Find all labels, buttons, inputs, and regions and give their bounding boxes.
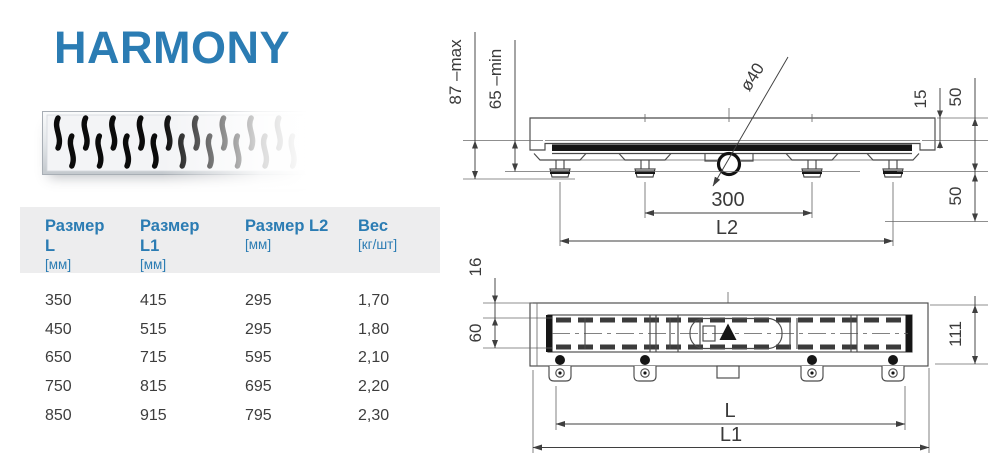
table-row	[20, 373, 440, 402]
side-view	[446, 32, 988, 246]
table-cell: 815	[140, 378, 167, 396]
table-row	[20, 273, 440, 316]
grate-slot	[126, 136, 129, 166]
grate-slot	[57, 118, 60, 148]
table-cell: 2,10	[358, 349, 390, 367]
table-cell: 515	[140, 320, 167, 338]
col-header-size-l1: Размер L1	[140, 217, 200, 255]
table-cell: 415	[140, 292, 167, 310]
grate-slot	[84, 118, 87, 148]
dim-flange-to-grate-label: 16	[466, 257, 485, 277]
grate-slot	[98, 136, 101, 166]
grate-slot	[112, 118, 115, 148]
col-unit-size-l1: [мм]	[140, 257, 167, 272]
grate-photo	[42, 111, 310, 175]
table-cell: 715	[140, 349, 167, 367]
table-cell: 915	[140, 406, 167, 424]
dim-outlet-feet-spacing-label: 300	[711, 189, 745, 211]
dim-grate-length-label: L	[724, 400, 736, 422]
table-cell: 650	[45, 349, 72, 367]
page-title: HARMONY	[54, 22, 290, 73]
table-cell: 695	[245, 378, 272, 396]
table-cell: 750	[45, 378, 72, 396]
table-cell: 595	[245, 349, 272, 367]
grate-slot	[70, 136, 73, 166]
table-header-row	[20, 207, 440, 273]
table-cell: 795	[245, 406, 272, 424]
size-table	[20, 207, 440, 430]
outlet-stub	[717, 366, 739, 378]
grate-section	[552, 145, 912, 152]
grate-slot	[139, 118, 142, 148]
col-header-size-l: Размер L	[45, 217, 105, 255]
dim-height-min-label: 65 –min	[486, 48, 505, 110]
table-cell: 850	[45, 406, 72, 424]
col-header-size-l2: Размер L2	[245, 217, 329, 235]
dim-height-max-label: 87 –max	[446, 39, 465, 105]
dim-edge-to-feet-label: 50	[946, 87, 965, 107]
size-table-body	[20, 273, 440, 430]
dim-grate-width-label: 60	[466, 323, 485, 343]
technical-drawing	[440, 0, 1000, 471]
table-cell: 295	[245, 320, 272, 338]
table-cell: 295	[245, 292, 272, 310]
table-row	[20, 344, 440, 373]
table-cell: 1,70	[358, 292, 390, 310]
table-cell: 450	[45, 320, 72, 338]
mounting-tabs	[549, 366, 904, 381]
col-unit-size-l: [мм]	[45, 257, 72, 272]
dim-grate-to-edge-label: 15	[911, 89, 930, 109]
col-header-weight: Вес	[358, 217, 389, 235]
dim-feet-spacing-label: L2	[715, 217, 739, 239]
dim-total-width-label: 111	[946, 321, 965, 347]
table-cell: 2,20	[358, 378, 390, 396]
table-cell: 350	[45, 292, 72, 310]
grate-photo-fade	[162, 105, 320, 189]
dim-feet-extension-label: 50	[946, 186, 965, 206]
dim-total-length-label: L1	[719, 424, 743, 446]
table-cell: 2,30	[358, 406, 390, 424]
table-row	[20, 316, 440, 345]
dim-outlet-diameter-label: ø40	[736, 59, 769, 95]
table-cell: 1,80	[358, 320, 390, 338]
col-unit-weight: [кг/шт]	[358, 237, 398, 252]
col-unit-size-l2: [мм]	[245, 237, 272, 252]
plan-view	[466, 258, 988, 453]
grate-slot	[153, 136, 156, 166]
table-row	[20, 401, 440, 430]
